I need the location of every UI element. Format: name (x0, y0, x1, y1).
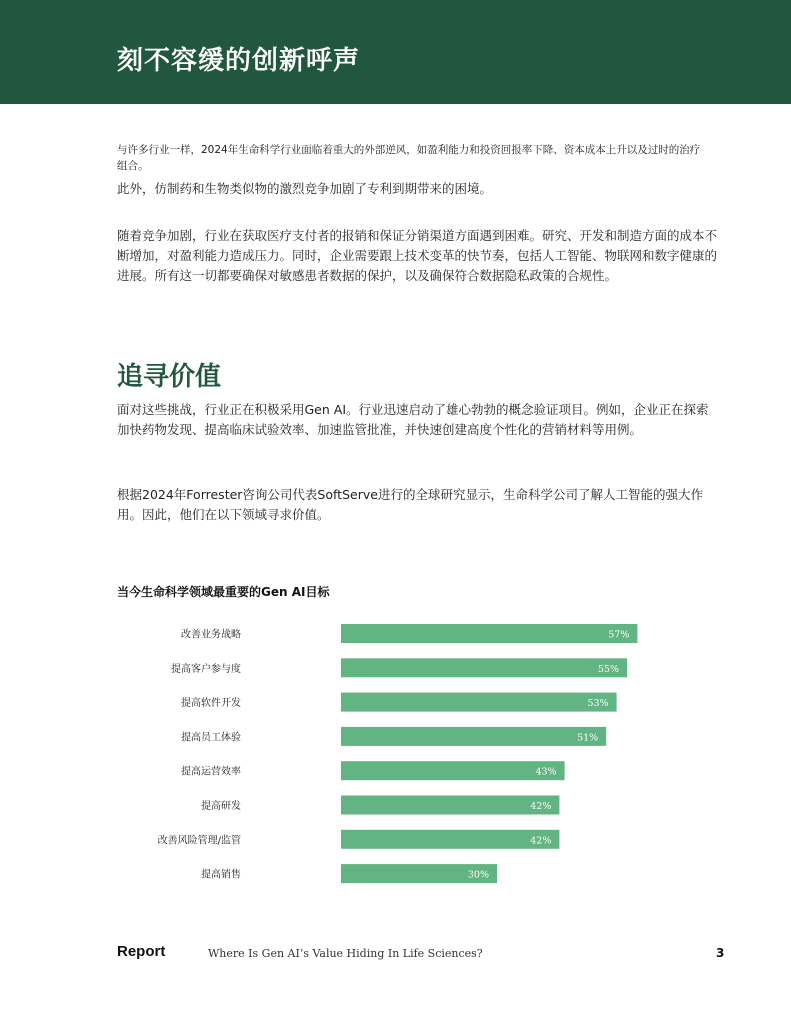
section-paragraph-1: 面对这些挑战，行业正在积极采用Gen AI。行业迅速启动了雄心勃勃的概念验证项目。例如，企业正在探索加快药物发现、提高临床试验效率、加速监管批准，并快速创建高度个性化的营销材料等用例。 (117, 402, 709, 437)
bar (341, 624, 637, 643)
bar-value-label: 53% (587, 698, 609, 710)
bar (341, 658, 627, 677)
bar-category-label: 提高员工体验 (181, 732, 241, 744)
header-banner (0, 0, 791, 104)
bar-value-label: 55% (597, 663, 619, 675)
footer-brand: Report (117, 943, 166, 960)
bar-value-label: 57% (608, 629, 630, 641)
section-title: 追寻价值 (117, 362, 222, 392)
footer-subtitle: Where Is Gen AI’s Value Hiding In Life Sciences? (208, 947, 483, 960)
chart-title: 当今生命科学领域最重要的Gen AI目标 (117, 585, 330, 599)
bar-value-label: 30% (467, 869, 489, 881)
bar-value-label: 51% (577, 732, 599, 744)
bar-category-label: 改善业务战略 (181, 629, 241, 641)
bar-value-label: 42% (530, 835, 552, 847)
bar-chart (0, 610, 791, 900)
bar-value-label: 42% (530, 801, 552, 812)
bar-category-label: 提高运营效率 (181, 766, 241, 778)
bar-category-label: 改善风险管理/监管 (157, 835, 241, 847)
bar (341, 796, 559, 815)
bar (341, 727, 606, 746)
header-title: 刻不容缓的创新呼声 (117, 46, 361, 76)
bar (341, 830, 559, 849)
intro-paragraph-1: 与许多行业一样，2024年生命科学行业面临着重大的外部逆风，如盈利能力和投资回报率下降、资本成本上升以及过时的治疗组合。 (117, 144, 701, 172)
bar-category-label: 提高软件开发 (181, 698, 241, 710)
bar (341, 761, 565, 780)
bar-value-label: 43% (535, 766, 557, 778)
bar-category-label: 提高客户参与度 (171, 663, 241, 675)
intro-paragraph-1-continued: 此外，仿制药和生物类似物的激烈竞争加剧了专利到期带来的困境。 (117, 181, 493, 196)
page-number: 3 (716, 946, 725, 960)
bar-category-label: 提高销售 (201, 869, 241, 881)
bar-category-label: 提高研发 (201, 801, 241, 812)
intro-paragraph-2: 随着竞争加剧，行业在获取医疗支付者的报销和保证分销渠道方面遇到困难。研究、开发和制造方面的成本不断增加，对盈利能力造成压力。同时，企业需要跟上技术变革的快节奏，包括人工智能、物联网和数字健康的进展。所有这一切都要确保对敏感患者数据的保护，以及确保符合数据隐私政策的合规性。 (117, 228, 718, 283)
section-paragraph-2: 根据2024年Forrester咨询公司代表SoftServe进行的全球研究显示，生命科学公司了解人工智能的强大作用。因此，他们在以下领域寻求价值。 (117, 487, 703, 522)
bar (341, 693, 617, 712)
